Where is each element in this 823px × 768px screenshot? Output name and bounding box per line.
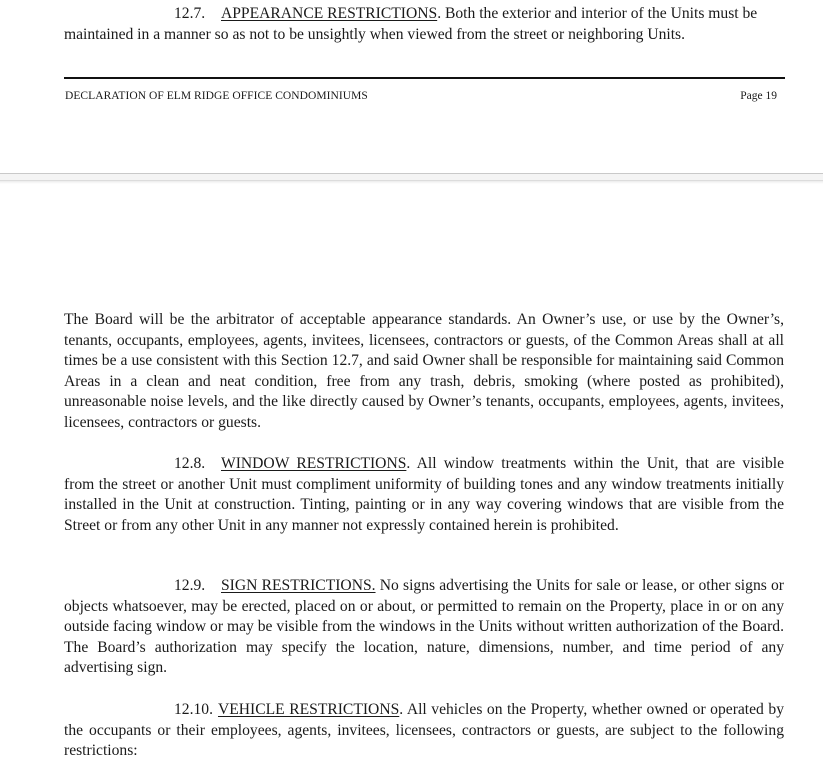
- section-number: 12.7.: [174, 5, 206, 22]
- continuation-paragraph: The Board will be the arbitrator of acceptable appearance standards. An Owner’s use, or use by the Owner’s, tenants, occupants, employees, agents, invitees, licensees, contractors or guests, of the Common Areas shall at all times be a use consistent with this Section 12.7, and said Owner shall be responsible for maintaining said Common Areas in a clean and neat condition, free from any trash, debris, smoking (where posted as prohibited), unreasonable noise levels, and the like directly caused by Owner’s tenants, occupants, employees, agents, invitees, licensees, contractors or guests.: [64, 311, 784, 431]
- section-text: No signs advertising the Units for sale or lease, or other signs or objects whatsoever, may be erected, placed on or about, or permitted to remain on the Property, place in or on any outside facing window or may be visible from the windows in the Units without written authorization of the Board. The Board’s authorization may specify the location, nature, dimensions, number, and time period of any advertising sign.: [64, 577, 785, 677]
- section-heading: WINDOW RESTRICTIONS: [221, 455, 407, 472]
- footer-document-title: DECLARATION OF ELM RIDGE OFFICE CONDOMINIUMS: [65, 90, 368, 102]
- section-heading: SIGN RESTRICTIONS.: [221, 577, 376, 594]
- section-12-7-paragraph: [64, 4, 784, 45]
- page-break-shadow: [0, 181, 823, 184]
- footer-rule: [64, 77, 785, 79]
- section-12-10-paragraph: [64, 700, 784, 762]
- section-number: 12.8.: [174, 455, 206, 472]
- section-heading: APPEARANCE RESTRICTIONS: [221, 5, 438, 22]
- section-heading: VEHICLE RESTRICTIONS: [217, 701, 400, 718]
- page-break-separator: [0, 173, 823, 181]
- section-text: . All window treatments within the Unit, that are visible from the street or another Unit must compliment uniformity of building tones and any window treatments initially installed in the Unit at construction. Tinting, painting or in any way covering windows that are visible from the Street or from any other Unit in any manner not expressly contained herein is prohibited.: [64, 455, 784, 534]
- section-text: . Both the exterior and interior of the Units must be: [437, 5, 758, 22]
- section-12-9-paragraph: [64, 576, 784, 679]
- footer-page-number: Page 19: [740, 90, 777, 102]
- section-number: 12.9.: [174, 577, 206, 594]
- section-text-continued: maintained in a manner so as not to be unsightly when viewed from the street or neighboring Units.: [64, 25, 686, 43]
- section-text: . All vehicles on the Property, whether owned or operated by the occupants or their employees, agents, invitees, licensees, contractors or guests, are subject to the following restrictions:: [64, 701, 784, 760]
- section-number: 12.10.: [174, 701, 213, 718]
- section-12-8-paragraph: [64, 454, 784, 536]
